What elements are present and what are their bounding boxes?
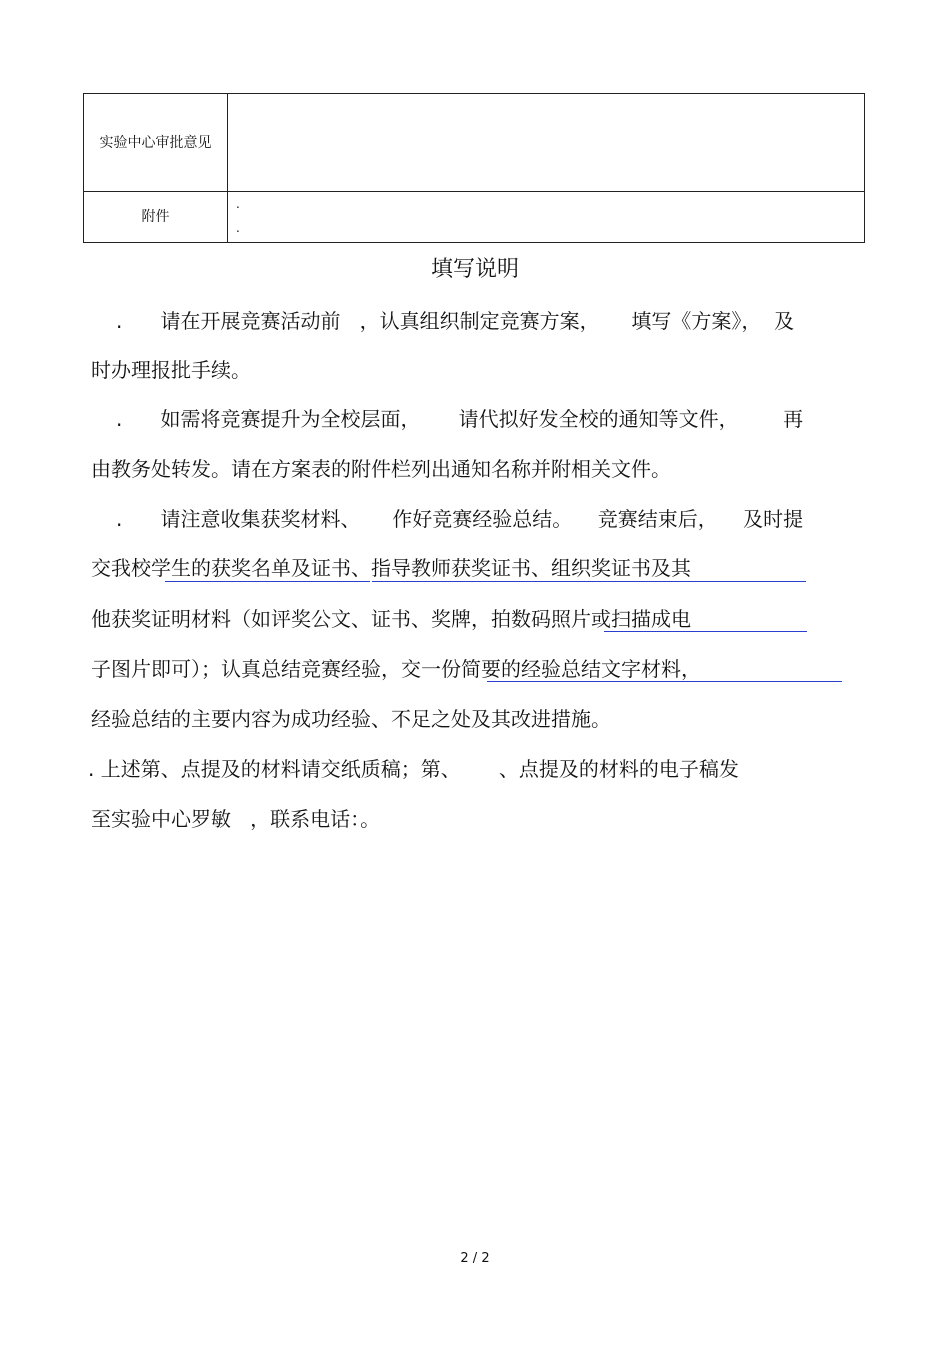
attachment-label: 附件	[141, 209, 170, 225]
highlight-underline	[487, 681, 842, 682]
instruction-line: 由教务处转发。请在方案表的附件栏列出通知名称并附相关文件。	[91, 457, 671, 481]
instruction-line: . 请在开展竞赛活动前 ，认真组织制定竞赛方案， 填写《方案》， 及	[116, 309, 795, 333]
instruction-line: . 请注意收集获奖材料、 作好竞赛经验总结。 竞赛结束后， 及时提	[116, 507, 804, 531]
highlight-underline	[165, 581, 370, 582]
highlight-underline	[372, 581, 806, 582]
approval-table	[83, 93, 865, 243]
approval-label-cell	[84, 94, 228, 191]
attachment-bullet: .	[236, 197, 240, 211]
instruction-line: . 上述第、点提及的材料请交纸质稿；第、 、点提及的材料的电子稿发	[88, 757, 739, 781]
instruction-line: 时办理报批手续。	[91, 358, 251, 382]
instruction-line: 交我校学生的获奖名单及证书、指导教师获奖证书、组织奖证书及其	[91, 556, 691, 580]
instruction-line: 他获奖证明材料（如评奖公文、证书、奖牌，拍数码照片或扫描成电	[91, 607, 691, 631]
instruction-line: . 如需将竞赛提升为全校层面， 请代拟好发全校的通知等文件， 再	[116, 407, 804, 431]
approval-content-cell	[228, 94, 864, 191]
approval-label: 实验中心审批意见	[99, 134, 212, 151]
attachment-content-cell	[228, 192, 864, 242]
section-title: 填写说明	[430, 257, 519, 282]
instruction-line: 子图片即可）；认真总结竞赛经验，交一份简要的经验总结文字材料，	[91, 657, 701, 681]
attachment-row	[84, 192, 864, 242]
page-number: 2 / 2	[460, 1251, 490, 1266]
highlight-underline	[604, 631, 807, 632]
attachment-label-cell	[84, 192, 228, 242]
approval-row	[84, 94, 864, 192]
instruction-line: 至实验中心罗敏 ，联系电话：。	[91, 807, 381, 831]
instruction-line: 经验总结的主要内容为成功经验、不足之处及其改进措施。	[91, 707, 611, 731]
attachment-bullet: .	[236, 221, 240, 235]
